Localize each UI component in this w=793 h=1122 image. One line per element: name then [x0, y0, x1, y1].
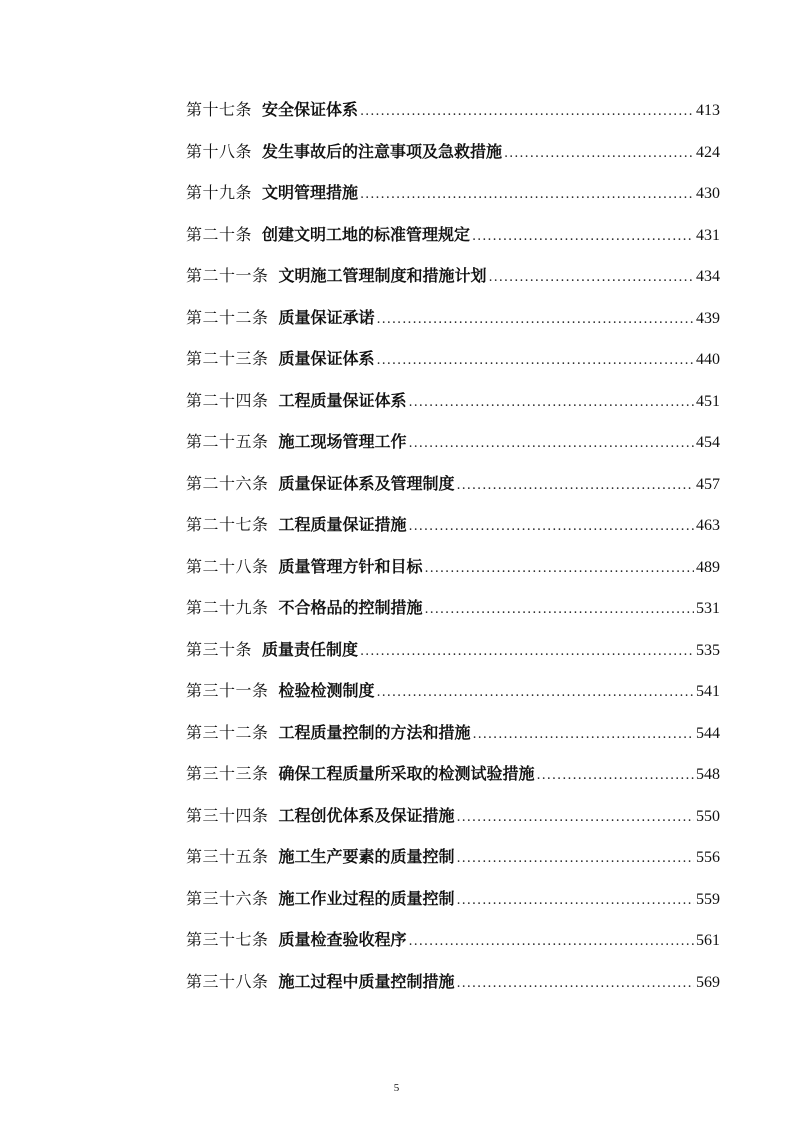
toc-entry-number: 第十八条 — [186, 141, 253, 161]
toc-entry-title: 安全保证体系 — [262, 100, 359, 119]
toc-dot-leader — [457, 845, 694, 873]
toc-entry[interactable] — [186, 96, 720, 138]
toc-entry-title: 工程质量保证措施 — [278, 515, 407, 534]
toc-entry-page: 439 — [696, 309, 720, 327]
toc-entry-title: 质量保证体系及管理制度 — [278, 473, 455, 493]
toc-entry-number: 第二十八条 — [186, 556, 269, 576]
toc-entry[interactable] — [186, 428, 720, 470]
toc-entry-title: 质量管理方针和目标 — [278, 556, 423, 576]
toc-entry-number: 第二十条 — [186, 224, 253, 244]
page-number: 5 — [393, 1082, 400, 1094]
toc-entry-title: 文明管理措施 — [262, 183, 359, 202]
toc-dot-leader — [457, 804, 694, 832]
toc-entry-number: 第二十六条 — [186, 473, 269, 493]
toc-entry-number: 第二十三条 — [186, 349, 269, 368]
toc-entry-page: 561 — [696, 932, 720, 949]
toc-entry[interactable] — [186, 179, 720, 221]
toc-entry-page: 489 — [696, 558, 720, 576]
toc-entry-title: 确保工程质量所采取的检测试验措施 — [278, 764, 535, 783]
toc-entry[interactable] — [186, 553, 720, 595]
toc-entry-number: 第三十五条 — [186, 847, 269, 866]
toc-entry[interactable] — [186, 138, 720, 180]
toc-dot-leader — [473, 721, 694, 749]
toc-entry[interactable] — [186, 968, 720, 1010]
toc-entry-number: 第三十四条 — [186, 805, 269, 825]
toc-entry-page: 424 — [696, 143, 720, 161]
toc-entry-page: 556 — [696, 849, 720, 866]
toc-entry-title: 发生事故后的注意事项及急救措施 — [262, 141, 503, 161]
toc-entry[interactable] — [186, 594, 720, 636]
toc-entry-page: 535 — [696, 641, 720, 659]
toc-dot-leader — [377, 679, 694, 707]
toc-entry-number: 第二十五条 — [186, 432, 269, 451]
toc-entry-number: 第三十二条 — [186, 722, 269, 742]
toc-entry-page: 451 — [696, 392, 720, 410]
toc-entry-title: 检验检测制度 — [278, 681, 375, 700]
toc-entry-page: 454 — [696, 434, 720, 451]
toc-entry-title: 工程创优体系及保证措施 — [278, 805, 455, 825]
toc-dot-leader — [360, 638, 694, 666]
toc-dot-leader — [457, 970, 694, 998]
toc-entry-number: 第二十七条 — [186, 515, 269, 534]
toc-entry-page: 531 — [696, 600, 720, 617]
toc-dot-leader — [457, 472, 694, 500]
toc-entry-number: 第三十条 — [186, 639, 253, 659]
toc-entry-page: 440 — [696, 351, 720, 368]
toc-entry[interactable] — [186, 345, 720, 387]
toc-entry-number: 第二十一条 — [186, 266, 269, 285]
toc-entry-title: 质量保证体系 — [278, 349, 375, 368]
toc-entry-number: 第二十四条 — [186, 390, 269, 410]
toc-entry[interactable] — [186, 802, 720, 844]
toc-entry-title: 施工现场管理工作 — [278, 432, 407, 451]
toc-entry-title: 质量保证承诺 — [278, 307, 375, 327]
toc-entry-title: 文明施工管理制度和措施计划 — [278, 266, 487, 285]
toc-dot-leader — [360, 181, 694, 209]
toc-entry-page: 541 — [696, 683, 720, 700]
toc-dot-leader — [409, 430, 694, 458]
toc-dot-leader — [457, 887, 694, 915]
toc-entry-page: 434 — [696, 268, 720, 285]
toc-entry[interactable] — [186, 387, 720, 429]
toc-entry[interactable] — [186, 719, 720, 761]
toc-entry-title: 施工生产要素的质量控制 — [278, 847, 455, 866]
toc-entry-number: 第三十八条 — [186, 971, 269, 991]
toc-entry-page: 550 — [696, 807, 720, 825]
toc-entry[interactable] — [186, 677, 720, 719]
toc-dot-leader — [504, 140, 694, 168]
toc-entry-page: 569 — [696, 973, 720, 991]
toc-entry-page: 457 — [696, 475, 720, 493]
toc-entry-page: 413 — [696, 102, 720, 119]
toc-entry-page: 463 — [696, 517, 720, 534]
toc-dot-leader — [409, 928, 694, 956]
toc-entry-number: 第三十三条 — [186, 764, 269, 783]
toc-entry-title: 施工作业过程的质量控制 — [278, 888, 455, 908]
toc-entry-number: 第三十一条 — [186, 681, 269, 700]
toc-entry[interactable] — [186, 636, 720, 678]
toc-entry[interactable] — [186, 511, 720, 553]
toc-dot-leader — [409, 389, 694, 417]
toc-entry[interactable] — [186, 843, 720, 885]
toc-entry-page: 431 — [696, 226, 720, 244]
toc-dot-leader — [377, 347, 694, 375]
toc-entry-title: 创建文明工地的标准管理规定 — [262, 224, 471, 244]
toc-entry-title: 不合格品的控制措施 — [278, 598, 423, 617]
toc-entry-page: 548 — [696, 766, 720, 783]
toc-entry[interactable] — [186, 885, 720, 927]
toc-entry[interactable] — [186, 470, 720, 512]
toc-dot-leader — [409, 513, 694, 541]
toc-dot-leader — [425, 596, 694, 624]
toc-dot-leader — [489, 264, 694, 292]
toc-entry-title: 工程质量保证体系 — [278, 390, 407, 410]
toc-entry-title: 工程质量控制的方法和措施 — [278, 722, 471, 742]
toc-entry-page: 544 — [696, 724, 720, 742]
toc-entry-number: 第三十七条 — [186, 930, 269, 949]
table-of-contents — [186, 96, 720, 1009]
toc-entry[interactable] — [186, 926, 720, 968]
toc-entry[interactable] — [186, 262, 720, 304]
toc-entry-number: 第二十九条 — [186, 598, 269, 617]
toc-entry-title: 施工过程中质量控制措施 — [278, 971, 455, 991]
toc-entry-number: 第二十二条 — [186, 307, 269, 327]
toc-entry-page: 430 — [696, 185, 720, 202]
toc-dot-leader — [425, 555, 694, 583]
toc-dot-leader — [377, 306, 694, 334]
toc-entry-title: 质量责任制度 — [262, 639, 359, 659]
toc-entry[interactable] — [186, 221, 720, 263]
toc-dot-leader — [472, 223, 694, 251]
toc-entry[interactable] — [186, 304, 720, 346]
toc-dot-leader — [360, 98, 694, 126]
toc-entry-number: 第三十六条 — [186, 888, 269, 908]
toc-entry-title: 质量检查验收程序 — [278, 930, 407, 949]
toc-entry-number: 第十九条 — [186, 183, 253, 202]
toc-entry[interactable] — [186, 760, 720, 802]
toc-dot-leader — [537, 762, 694, 790]
toc-entry-number: 第十七条 — [186, 100, 253, 119]
toc-entry-page: 559 — [696, 890, 720, 908]
